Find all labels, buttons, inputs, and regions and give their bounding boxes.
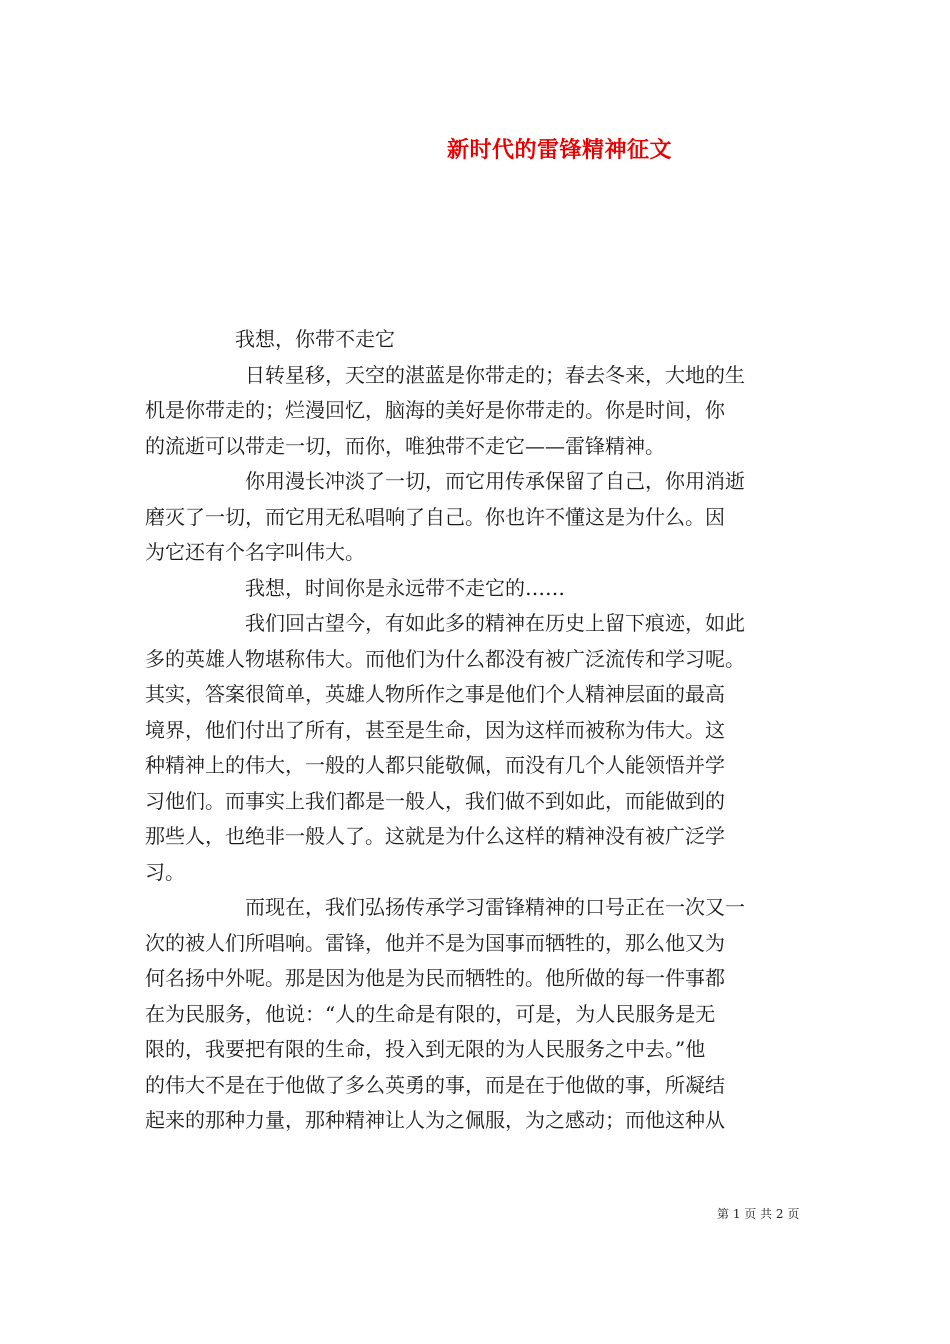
- page-footer: 第 1 页 共 2 页: [717, 1207, 800, 1221]
- text-line: 限的，我要把有限的生命，投入到无限的为人民服务之中去。”他: [145, 1037, 706, 1061]
- text-line: 习。: [145, 859, 185, 884]
- page-title: 新时代的雷锋精神征文: [447, 137, 673, 163]
- text-line: 的流逝可以带走一切，而你，唯独带不走它——雷锋精神。: [145, 433, 665, 458]
- text-line: 我想，时间你是永远带不走它的……: [245, 575, 565, 600]
- essay-body: [145, 322, 807, 1139]
- text-line: 为它还有个名字叫伟大。: [145, 540, 365, 564]
- text-line: 习他们。而事实上我们都是一般人，我们做不到如此，而能做到的: [145, 788, 725, 813]
- text-line: 次的被人们所唱响。雷锋，他并不是为国事而牺牲的，那么他又为: [145, 930, 725, 955]
- text-line: 多的英雄人物堪称伟大。而他们为什么都没有被广泛流传和学习呢。: [145, 646, 745, 671]
- text-line: 境界，他们付出了所有，甚至是生命，因为这样而被称为伟大。这: [145, 717, 725, 742]
- text-line: 我想，你带不走它: [235, 327, 395, 351]
- text-line: 你用漫长冲淡了一切，而它用传承保留了自己，你用消逝: [245, 469, 745, 493]
- text-line: 的伟大不是在于他做了多么英勇的事，而是在于他做的事，所凝结: [145, 1072, 725, 1097]
- text-line: 何名扬中外呢。那是因为他是为民而牺牲的。他所做的每一件事都: [145, 966, 725, 990]
- text-line: 我们回古望今，有如此多的精神在历史上留下痕迹，如此: [245, 611, 745, 635]
- text-line: 种精神上的伟大，一般的人都只能敬佩，而没有几个人能领悟并学: [145, 753, 725, 777]
- text-line: 那些人，也绝非一般人了。这就是为什么这样的精神没有被广泛学: [145, 824, 725, 848]
- text-line: 其实，答案很简单，英雄人物所作之事是他们个人精神层面的最高: [145, 682, 725, 706]
- text-line: 机是你带走的；烂漫回忆，脑海的美好是你带走的。你是时间，你: [145, 398, 725, 422]
- text-line: 起来的那种力量，那种精神让人为之佩服，为之感动；而他这种从: [145, 1108, 725, 1132]
- text-line: 在为民服务，他说：“人的生命是有限的，可是，为人民服务是无: [145, 1001, 716, 1026]
- text-line: 日转星移，天空的湛蓝是你带走的；春去冬来，大地的生: [245, 362, 745, 387]
- text-line: 磨灭了一切，而它用无私唱响了自己。你也许不懂这是为什么。因: [145, 504, 725, 529]
- text-line: 而现在，我们弘扬传承学习雷锋精神的口号正在一次又一: [245, 895, 745, 919]
